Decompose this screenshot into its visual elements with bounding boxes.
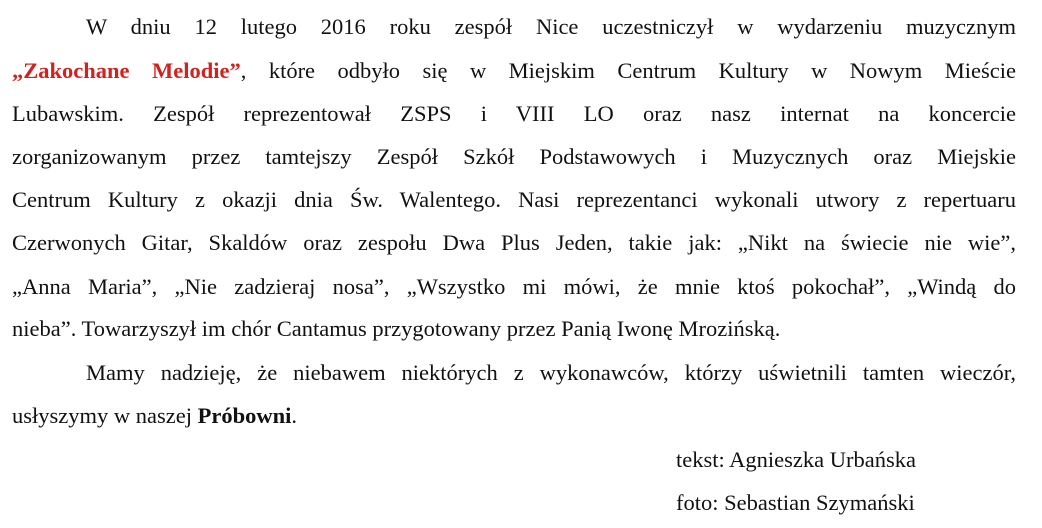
paragraph-2-line-2-suffix: . — [291, 403, 297, 428]
paragraph-1-line-7: „Anna Maria”, „Nie zadzieraj nosa”, „Wszystko mi mówi, że mnie ktoś pokochał”, „Windą do — [12, 274, 1016, 299]
paragraph-1-line-2 — [12, 60, 1016, 83]
probownia-name: Próbowni — [197, 403, 292, 428]
paragraph-2-line-1: Mamy nadzieję, że niebawem niektórych z wykonawców, którzy uświetnili tamten wieczór, — [86, 360, 1016, 385]
event-name-highlight: „Zakochane Melodie” — [12, 58, 241, 83]
paragraph-2-line-2 — [12, 405, 1016, 428]
paragraph-1-line-1: W dniu 12 lutego 2016 roku zespół Nice uczestniczył w wydarzeniu muzycznym — [86, 14, 1016, 39]
paragraph-1-line-3: Lubawskim. Zespół reprezentował ZSPS i VIII LO oraz nasz internat na koncercie — [12, 101, 1016, 126]
paragraph-1-line-2-rest: , które odbyło się w Miejskim Centrum Kultury w Nowym Mieście — [240, 58, 1016, 83]
paragraph-1-line-5: Centrum Kultury z okazji dnia Św. Walentego. Nasi reprezentanci wykonali utwory z repertuaru — [12, 187, 1016, 212]
photo-author-credit: foto: Sebastian Szymański — [676, 490, 915, 515]
paragraph-1-line-4: zorganizowanym przez tamtejszy Zespół Szkół Podstawowych i Muzycznych oraz Miejskie — [12, 144, 1016, 169]
paragraph-1-line-6: Czerwonych Gitar, Skaldów oraz zespołu Dwa Plus Jeden, takie jak: „Nikt na świecie nie wie”, — [12, 230, 1016, 255]
paragraph-2-line-2-prefix: usłyszymy w naszej — [12, 403, 198, 428]
paragraph-1-line-8: nieba”. Towarzyszył im chór Cantamus przygotowany przez Panią Iwonę Mrozińską. — [12, 316, 781, 341]
text-author-credit: tekst: Agnieszka Urbańska — [676, 447, 916, 472]
